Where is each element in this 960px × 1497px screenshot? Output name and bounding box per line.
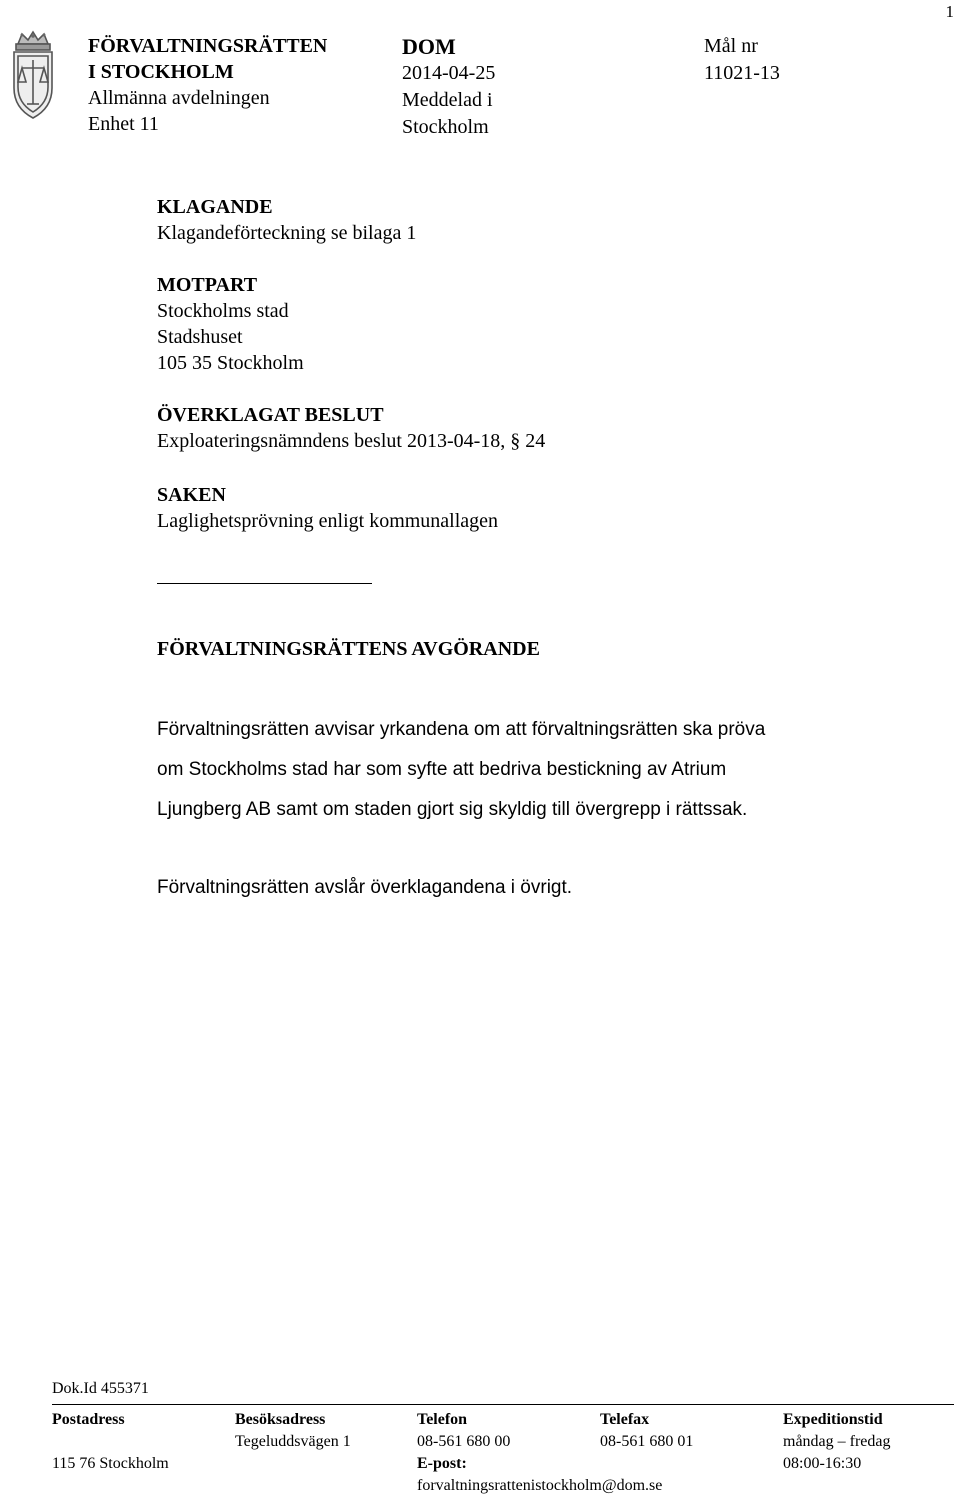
document-type-block (402, 33, 495, 141)
footer-divider (52, 1404, 954, 1405)
appellant-heading: KLAGANDE (157, 196, 273, 218)
court-unit: Enhet 11 (88, 113, 159, 135)
counterpart-section (157, 272, 304, 376)
postal-heading: Postadress (52, 1411, 125, 1428)
footer-fax (600, 1409, 693, 1453)
document-id: Dok.Id 455371 (52, 1380, 149, 1397)
section-divider (157, 583, 372, 584)
email-address: forvaltningsrattenistockholm@dom.se (417, 1477, 663, 1494)
court-name-line2: I STOCKHOLM (88, 61, 234, 83)
decision-title: FÖRVALTNINGSRÄTTENS AVGÖRANDE (157, 638, 540, 660)
matter-text: Laglighetsprövning enligt kommunallagen (157, 510, 499, 532)
counterpart-name: Stockholms stad (157, 300, 289, 322)
matter-heading: SAKEN (157, 484, 226, 506)
document-type: DOM (402, 34, 456, 59)
matter-section (157, 482, 498, 534)
court-division: Allmänna avdelningen (88, 87, 270, 109)
counterpart-heading: MOTPART (157, 274, 258, 296)
hours-heading: Expeditionstid (783, 1411, 883, 1428)
delivered-line1: Meddelad i (402, 89, 493, 111)
counterpart-address: 105 35 Stockholm (157, 352, 304, 374)
appellant-text: Klagandeförteckning se bilaga 1 (157, 222, 417, 244)
footer-visit (235, 1409, 351, 1453)
court-name-line1: FÖRVALTNINGSRÄTTEN (88, 35, 328, 57)
email-label: E-post: (417, 1455, 467, 1472)
decision-line-2: om Stockholms stad har som syfte att bedriva bestickning av Atrium (157, 759, 727, 780)
counterpart-building: Stadshuset (157, 326, 243, 348)
decision-paragraph-2 (157, 868, 572, 908)
appealed-text: Exploateringsnämndens beslut 2013-04-18, § 24 (157, 430, 546, 452)
appealed-heading: ÖVERKLAGAT BESLUT (157, 404, 384, 426)
decision-paragraph-1 (157, 710, 765, 830)
court-crest-icon (4, 30, 62, 122)
decision-line-4: Förvaltningsrätten avslår överklagandena i övrigt. (157, 877, 573, 898)
visit-heading: Besöksadress (235, 1411, 326, 1428)
court-identification (88, 33, 327, 137)
fax-heading: Telefax (600, 1411, 650, 1428)
fax-number: 08-561 680 01 (600, 1433, 694, 1450)
delivered-line2: Stockholm (402, 116, 489, 138)
document-date: 2014-04-25 (402, 62, 496, 84)
page-number: 1 (945, 2, 954, 21)
postal-address: 115 76 Stockholm (52, 1455, 169, 1472)
footer-postal (52, 1409, 169, 1475)
phone-number: 08-561 680 00 (417, 1433, 511, 1450)
case-label: Mål nr (704, 35, 758, 57)
phone-heading: Telefon (417, 1411, 468, 1428)
decision-line-3: Ljungberg AB samt om staden gjort sig skyldig till övergrepp i rättssak. (157, 799, 748, 820)
hours-time: 08:00-16:30 (783, 1455, 862, 1472)
footer-hours (783, 1409, 891, 1475)
decision-line-1: Förvaltningsrätten avvisar yrkandena om att förvaltningsrätten ska pröva (157, 719, 766, 740)
case-number: 11021-13 (704, 62, 780, 84)
case-number-block (704, 33, 780, 87)
appealed-decision-section (157, 402, 545, 454)
visit-address: Tegeluddsvägen 1 (235, 1433, 351, 1450)
appellant-section (157, 194, 416, 246)
hours-days: måndag – fredag (783, 1433, 891, 1450)
